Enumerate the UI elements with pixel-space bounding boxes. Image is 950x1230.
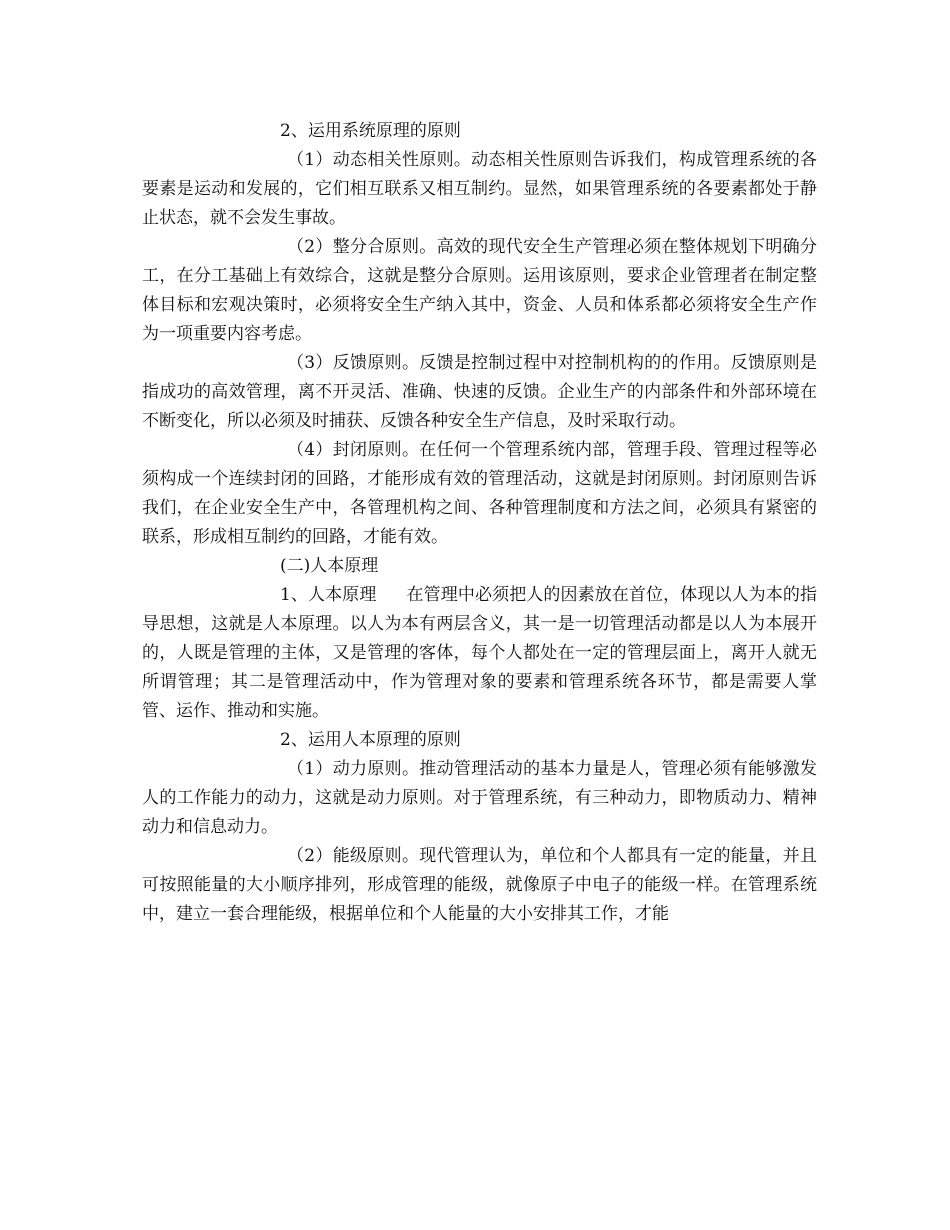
paragraph: （2）能级原则。现代管理认为，单位和个人都具有一定的能量，并且可按照能量的大小顺序排列，形成管理的能级，就像原子中电子的能级一样。在管理系统中，建立一套合理能级，根据单位和个人能量的大小安排其工作，才能 [142,846,817,924]
titled-paragraph [142,581,817,726]
paragraph: （1）动力原则。推动管理活动的基本力量是人，管理必须有能够激发人的工作能力的动力，这就是动力原则。对于管理系统，有三种动力，即物质动力、精神动力和信息动力。 [142,759,817,837]
paragraph: （1）动态相关性原则。动态相关性原则告诉我们，构成管理系统的各要素是运动和发展的，它们相互联系又相互制约。显然，如果管理系统的各要素都处于静止状态，就不会发生事故。 [142,150,817,228]
paragraph-text: 在管理中必须把人的因素放在首位，体现以人为本的指导思想，这就是人本原理。以人为本有两层含义，其一是一切管理活动都是以人为本展开的，人既是管理的主体，又是管理的客体，每个人都处在一定的管理层面上，离开人就无所谓管理；其二是管理活动中，作为管理对象的要素和管理系统各环节，都是需要人掌管、运作、推动和实施。 [142,585,817,721]
paragraph: （2）整分合原则。高效的现代安全生产管理必须在整体规划下明确分工，在分工基础上有效综合，这就是整分合原则。运用该原则，要求企业管理者在制定整体目标和宏观决策时，必须将安全生产纳入其中，资金、人员和体系都必须将安全生产作为一项重要内容考虑。 [142,237,817,344]
paragraph: （4）封闭原则。在任何一个管理系统内部，管理手段、管理过程等必须构成一个连续封闭的回路，才能形成有效的管理活动，这就是封闭原则。封闭原则告诉我们，在企业安全生产中，各管理机构之间、各种管理制度和方法之间，必须具有紧密的联系，形成相互制约的回路，才能有效。 [142,440,817,547]
section-heading: (二)人本原理 [280,556,379,576]
section-heading: 2、运用人本原理的原则 [280,730,461,750]
document-body [142,117,817,929]
paragraph-title: 1、人本原理 [280,585,377,605]
section-heading: 2、运用系统原理的原则 [280,121,461,141]
paragraph: （3）反馈原则。反馈是控制过程中对控制机构的的作用。反馈原则是指成功的高效管理，离不开灵活、准确、快速的反馈。企业生产的内部条件和外部环境在不断变化，所以必须及时捕获、反馈各种安全生产信息，及时采取行动。 [142,353,817,431]
